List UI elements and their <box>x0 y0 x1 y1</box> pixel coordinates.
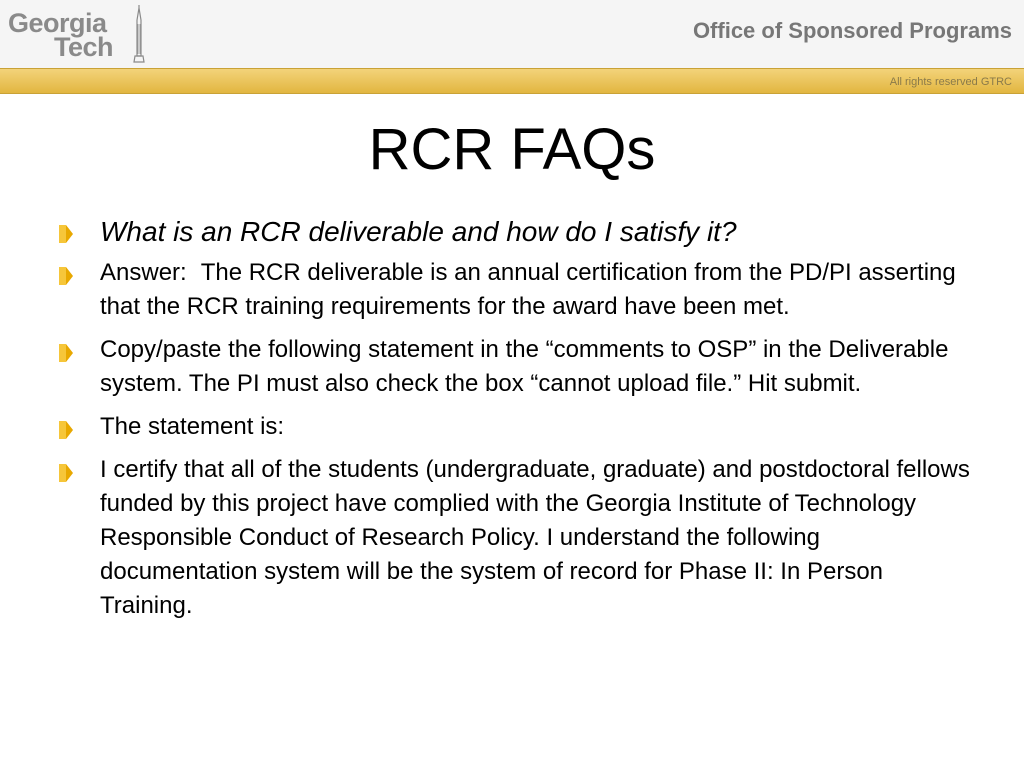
bullet-arrow-icon <box>56 463 76 483</box>
slide-title: RCR FAQs <box>368 117 656 182</box>
org-name: Office of Sponsored Programs <box>692 18 1012 43</box>
bullet-list <box>56 212 976 632</box>
logo-line2: Tech <box>54 32 114 62</box>
bullet-item <box>56 333 976 401</box>
bullet-arrow-icon <box>56 224 76 244</box>
bullet-text: What is an RCR deliverable and how do I satisfy it? <box>100 216 737 247</box>
bullet-item <box>56 410 976 444</box>
bullet-arrow-icon <box>56 420 76 440</box>
bullet-item <box>56 256 976 324</box>
bullet-text: Copy/paste the following statement in the “comments to OSP” in the Deliverable system. The PI must also check the box “cannot upload file.” Hit submit. <box>100 336 949 397</box>
tech-tower-icon <box>128 4 150 64</box>
georgia-tech-logo <box>8 4 158 64</box>
bullet-text: The statement is: <box>100 413 285 440</box>
bullet-text: The RCR deliverable is an annual certification from the PD/PI asserting that the RCR training requirements for the award have been met. <box>100 259 956 320</box>
bullet-item <box>56 453 976 623</box>
header-bar <box>0 0 1024 68</box>
bullet-item <box>56 212 976 252</box>
gold-band <box>0 68 1024 94</box>
rights-notice: All rights reserved GTRC <box>889 76 1012 88</box>
answer-label: Answer: <box>100 259 187 286</box>
bullet-arrow-icon <box>56 266 76 286</box>
logo-line1: Georgia <box>8 8 107 38</box>
bullet-arrow-icon <box>56 343 76 363</box>
bullet-text: I certify that all of the students (undergraduate, graduate) and postdoctoral fellows funded by this project have complied with the Georgia Institute of Technology Responsible Conduct of Research Policy. I understand the following documentation system will be the system of record for Phase II: In Person Training. <box>100 456 970 619</box>
